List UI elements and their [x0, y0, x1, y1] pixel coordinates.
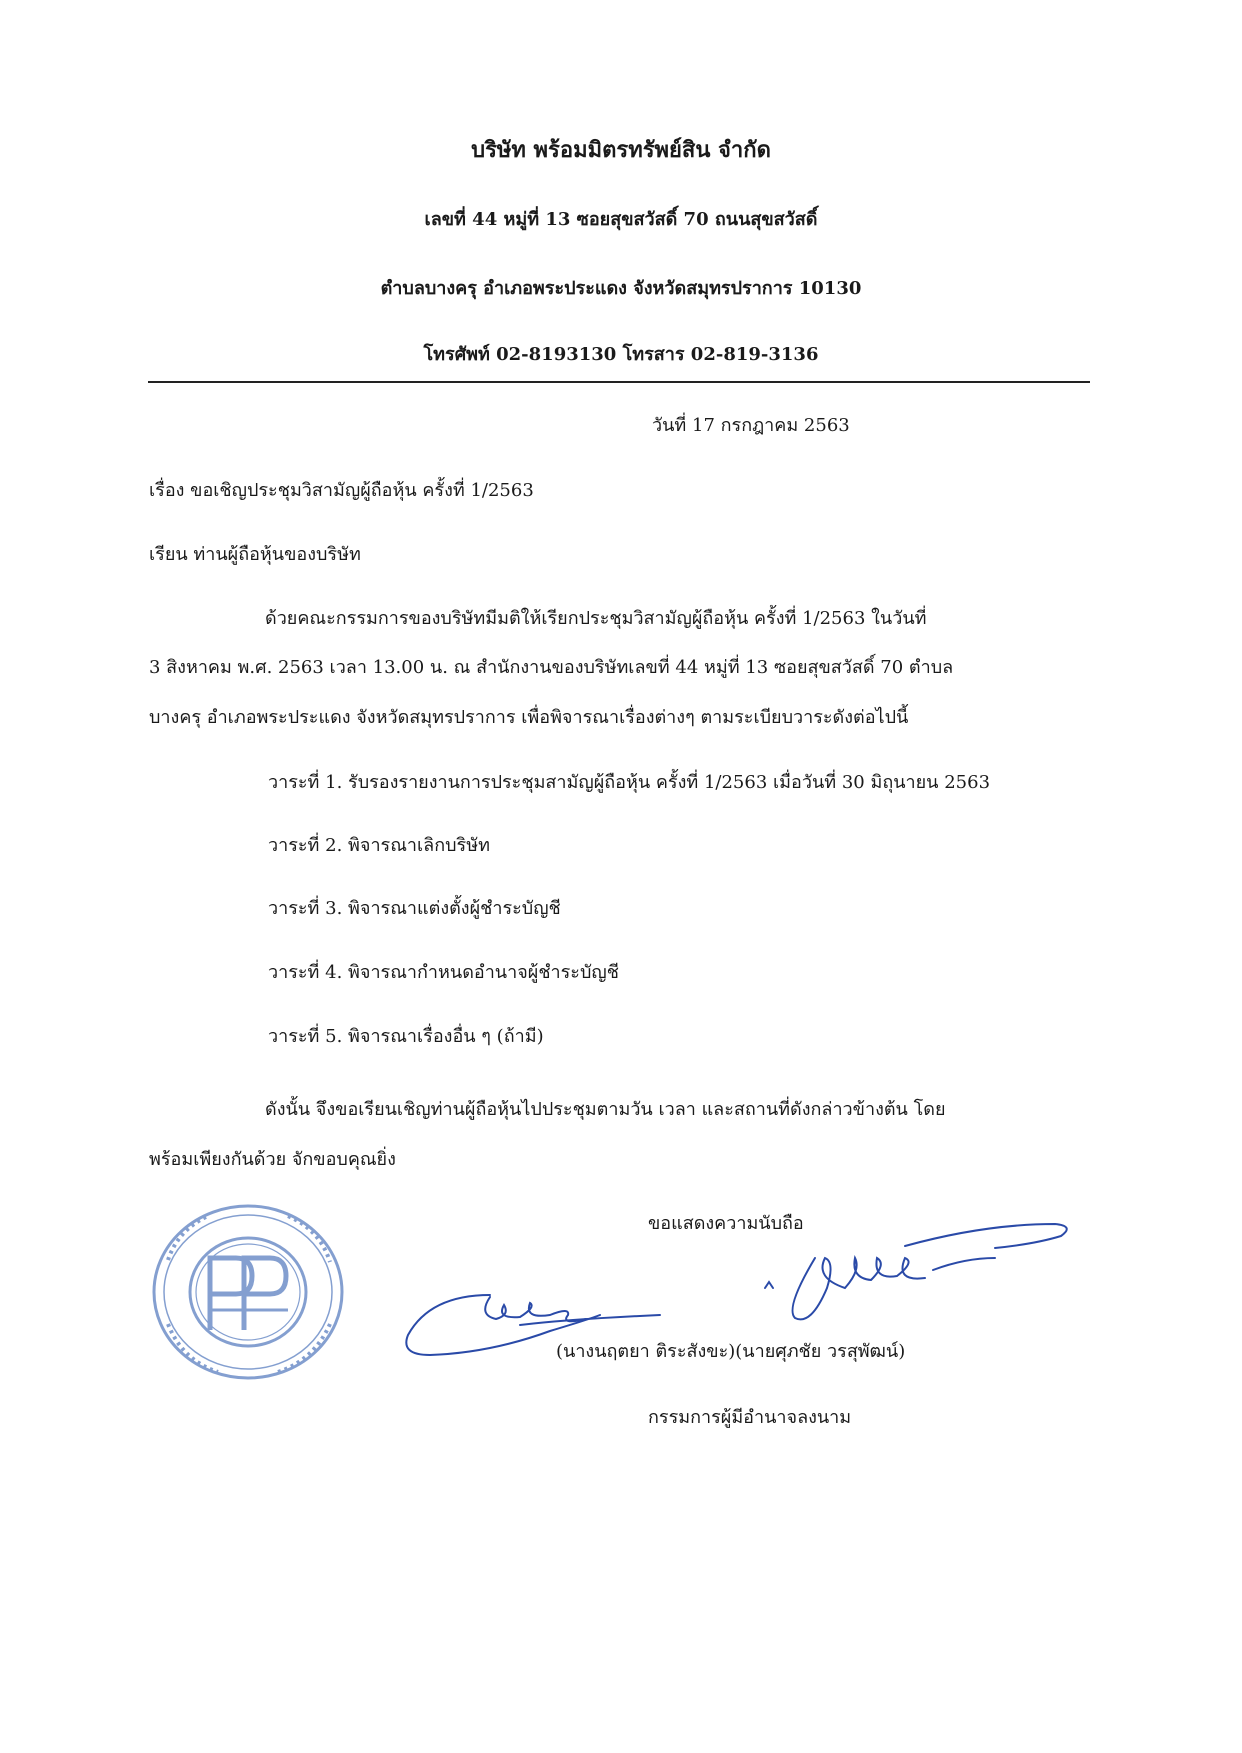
letter-date: วันที่ 17 กรกฎาคม 2563: [652, 415, 850, 436]
letter-subject: เรื่อง ขอเชิญประชุมวิสามัญผู้ถือหุ้น ครั้งที่ 1/2563: [149, 480, 534, 501]
body-paragraph-2-line-1: ดังนั้น จึงขอเรียนเชิญท่านผู้ถือหุ้นไปประชุมตามวัน เวลา และสถานที่ดังกล่าวข้างต้น โดย: [265, 1099, 946, 1120]
closing-phrase: ขอแสดงความนับถือ: [648, 1213, 804, 1234]
signatory-authority: กรรมการผู้มีอำนาจลงนาม: [648, 1407, 852, 1428]
signature-2-icon: [755, 1218, 1085, 1338]
company-seal-icon: [148, 1200, 348, 1385]
body-paragraph-1-line-3: บางครุ อำเภอพระประแดง จังหวัดสมุทรปราการ เพื่อพิจารณาเรื่องต่างๆ ตามระเบียบวาระดังต่อไปนี้: [149, 707, 909, 728]
body-paragraph-1-line-1: ด้วยคณะกรรมการของบริษัทมีมติให้เรียกประชุมวิสามัญผู้ถือหุ้น ครั้งที่ 1/2563 ในวันที่: [265, 608, 927, 629]
agenda-item-3: วาระที่ 3. พิจารณาแต่งตั้งผู้ชำระบัญชี: [268, 898, 561, 919]
body-paragraph-1-line-2: 3 สิงหาคม พ.ศ. 2563 เวลา 13.00 น. ณ สำนักงานของบริษัทเลขที่ 44 หมู่ที่ 13 ซอยสุขสวัสดิ์ 70 ตำบล: [149, 657, 954, 678]
agenda-item-2: วาระที่ 2. พิจารณาเลิกบริษัท: [268, 835, 490, 856]
body-paragraph-2-line-2: พร้อมเพียงกันด้วย จักขอบคุณยิ่ง: [149, 1149, 396, 1170]
address-line-1: เลขที่ 44 หมู่ที่ 13 ซอยสุขสวัสดิ์ 70 ถนนสุขสวัสดิ์: [424, 209, 818, 230]
agenda-item-5: วาระที่ 5. พิจารณาเรื่องอื่น ๆ (ถ้ามี): [268, 1026, 544, 1047]
company-name: บริษัท พร้อมมิตรทรัพย์สิน จำกัด: [471, 137, 771, 163]
contact-line: โทรศัพท์ 02-8193130 โทรสาร 02-819-3136: [423, 344, 819, 365]
address-line-2: ตำบลบางครุ อำเภอพระประแดง จังหวัดสมุทรปราการ 10130: [380, 278, 862, 299]
agenda-item-4: วาระที่ 4. พิจารณากำหนดอำนาจผู้ชำระบัญชี: [268, 962, 619, 983]
salutation: เรียน ท่านผู้ถือหุ้นของบริษัท: [149, 544, 361, 565]
header-divider: [148, 381, 1090, 383]
agenda-item-1: วาระที่ 1. รับรองรายงานการประชุมสามัญผู้ถือหุ้น ครั้งที่ 1/2563 เมื่อวันที่ 30 มิถุนายน 2563: [268, 772, 991, 793]
signatory-names: (นางนฤตยา ติระสังขะ)(นายศุภชัย วรสุพัฒน์): [556, 1341, 906, 1362]
